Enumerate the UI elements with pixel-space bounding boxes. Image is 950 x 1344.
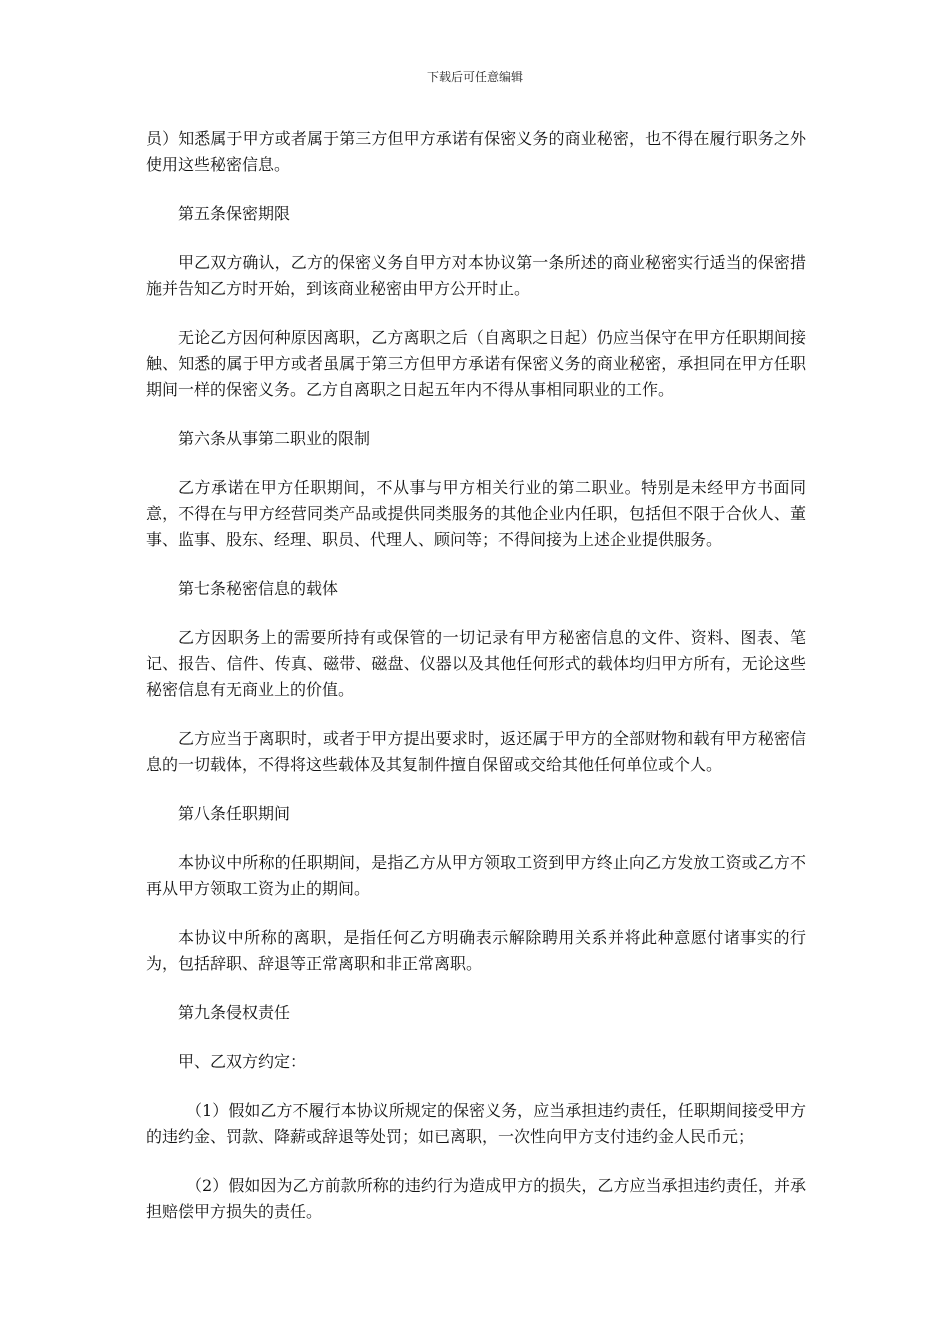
- section-heading: 第六条从事第二职业的限制: [178, 429, 371, 448]
- section-heading: 第九条侵权责任: [178, 1003, 291, 1022]
- paragraph: 乙方因职务上的需要所持有或保管的一切记录有甲方秘密信息的文件、资料、图表、笔记、报告、信件、传真、磁带、磁盘、仪器以及其他任何形式的载体均归甲方所有，无论这些秘密信息有无商业上的价值。: [146, 628, 806, 699]
- paragraph: 员）知悉属于甲方或者属于第三方但甲方承诺有保密义务的商业秘密，也不得在履行职务之外使用这些秘密信息。: [146, 129, 806, 174]
- section-heading: 第五条保密期限: [178, 204, 291, 223]
- document-body: [146, 126, 806, 1248]
- section-heading: 第八条任职期间: [178, 804, 291, 823]
- paragraph: 本协议中所称的任职期间，是指乙方从甲方领取工资到甲方终止向乙方发放工资或乙方不再从甲方领取工资为止的期间。: [146, 853, 806, 898]
- list-item: （2）假如因为乙方前款所称的违约行为造成甲方的损失，乙方应当承担违约责任，并承担赔偿甲方损失的责任。: [146, 1176, 806, 1221]
- paragraph: 本协议中所称的离职，是指任何乙方明确表示解除聘用关系并将此种意愿付诸事实的行为，包括辞职、辞退等正常离职和非正常离职。: [146, 928, 806, 973]
- paragraph: 乙方应当于离职时，或者于甲方提出要求时，返还属于甲方的全部财物和载有甲方秘密信息的一切载体，不得将这些载体及其复制件擅自保留或交给其他任何单位或个人。: [146, 729, 806, 774]
- section-heading: 第七条秘密信息的载体: [178, 579, 339, 598]
- paragraph: 甲乙双方确认，乙方的保密义务自甲方对本协议第一条所述的商业秘密实行适当的保密措施并告知乙方时开始，到该商业秘密由甲方公开时止。: [146, 253, 806, 298]
- list-item: （1）假如乙方不履行本协议所规定的保密义务，应当承担违约责任，任职期间接受甲方的违约金、罚款、降薪或辞退等处罚；如已离职，一次性向甲方支付违约金人民币元；: [146, 1101, 806, 1146]
- paragraph: 无论乙方因何种原因离职，乙方离职之后（自离职之日起）仍应当保守在甲方任职期间接触、知悉的属于甲方或者虽属于第三方但甲方承诺有保密义务的商业秘密，承担同在甲方任职期间一样的保密义务。乙方自离职之日起五年内不得从事相同职业的工作。: [146, 328, 806, 399]
- page-header: 下载后可任意编辑: [426, 70, 523, 84]
- paragraph: 甲、乙双方约定：: [178, 1052, 307, 1071]
- paragraph: 乙方承诺在甲方任职期间，不从事与甲方相关行业的第二职业。特别是未经甲方书面同意，不得在与甲方经营同类产品或提供同类服务的其他企业内任职，包括但不限于合伙人、董事、监事、股东、经理、职员、代理人、顾问等；不得间接为上述企业提供服务。: [146, 478, 806, 549]
